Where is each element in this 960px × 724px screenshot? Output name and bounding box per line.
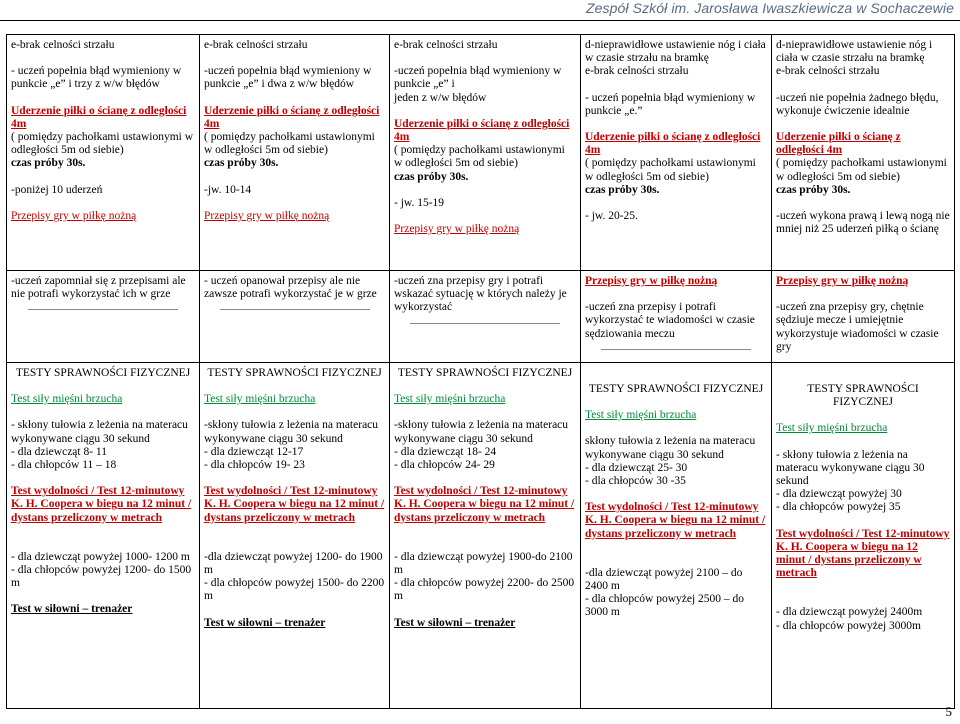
gym-title: Test w siłowni – trenażer [204,616,326,629]
cell-rules [7,271,200,363]
page-number: 5 [945,704,952,719]
table-row-exercise [7,35,955,271]
girls-strength: - dla dziewcząt 8- 11 [11,445,107,458]
spacer [394,52,576,65]
divider [28,309,178,310]
boys-endurance: - dla chłopców powyżej 1500- do 2200 m [204,577,385,603]
strength-title: Test siły mięśni brzucha [11,393,123,406]
strength-desc: - skłony tułowia z leżenia na materacu wykonywane ciągu 30 sekund [11,419,188,445]
spacer [11,197,195,210]
spacer [585,422,767,435]
gym-title: Test w siłowni – trenażer [11,603,133,616]
gym-title: Test w siłowni – trenażer [394,616,516,629]
girls-endurance: - dla dziewcząt powyżej 2400m [776,606,923,619]
rules-desc: -uczeń zna przepisy gry i potrafi wskazać sytuację w których należy je wykorzystać [394,275,567,314]
rules-title: Przepisy gry w piłkę nożną [394,223,520,236]
attempt-time: czas próby 30s. [204,157,279,170]
boys-endurance: - dla chłopców powyżej 2500 – do 3000 m [585,593,745,619]
girls-strength: - dla dziewcząt 18- 24 [394,445,497,458]
criteria-line: - uczeń popełnia błąd wymieniony w punkcie „e.” [585,91,756,117]
cell-exercise [390,35,581,271]
header-divider [0,20,960,21]
boys-strength: - dla chłopców powyżej 35 [776,501,901,514]
strength-desc: - skłony tułowia z leżenia na materacu wykonywane ciągu 30 sekund [776,448,925,488]
score-range: - jw. 15-19 [394,196,445,209]
rules-desc: -uczeń zapomniał się z przepisami ale nie potrafi wykorzystać ich w grze [11,275,186,301]
girls-endurance: - dla dziewcząt powyżej 1900-do 2100 m [394,550,573,577]
cell-rules [581,271,772,363]
exercise-title: Uderzenie piłki o ścianę z odległości 4m [11,104,187,130]
cell-exercise [200,35,390,271]
tests-title: TESTY SPRAWNOŚCI FIZYCZNEJ [588,383,764,395]
spacer [394,604,576,617]
spacer [585,223,767,236]
spacer [585,396,767,409]
divider [410,323,560,324]
criteria-line: e-brak celności strzału [776,65,880,78]
girls-strength: - dla dziewcząt 12-17 [204,445,304,458]
spacer [204,406,385,419]
spacer [11,92,195,105]
girls-endurance: -dla dziewcząt powyżej 1200- do 1900 m [204,550,383,577]
rules-title: Przepisy gry w piłkę nożną [11,209,137,222]
cell-tests [772,363,955,709]
tests-title: TESTY SPRAWNOŚCI FIZYCZNEJ [397,367,573,379]
spacer [204,604,385,617]
tests-title: TESTY SPRAWNOŚCI FIZYCZNEJ [15,367,191,379]
exercise-desc: ( pomiędzy pachołkami ustawionymi w odległości 5m od siebie) [394,144,565,170]
criteria-line: e-brak celności strzału [394,39,498,51]
spacer [776,197,950,210]
spacer [204,525,385,551]
cell-tests [581,363,772,709]
spacer [776,580,950,606]
attempt-time: czas próby 30s. [585,183,660,196]
spacer [585,541,767,567]
endurance-title: Test wydolności / Test 12-minutowy K. H. Coopera w biegu na 12 minut / dystans przeliczony w metrach [11,485,192,524]
rules-title: Przepisy gry w piłkę nożną [776,275,909,287]
boys-strength: - dla chłopców 30 -35 [585,475,686,488]
divider [601,349,751,350]
spacer [585,288,767,301]
spacer [11,525,195,551]
spacer [394,472,576,485]
criteria-line: e-brak celności strzału [585,65,689,78]
assessment-table [6,34,955,709]
spacer [204,171,385,184]
criteria-line: -uczeń popełnia błąd wymieniony w punkcie „e” i [394,65,562,91]
attempt-time: czas próby 30s. [776,183,851,196]
strength-title: Test siły mięśni brzucha [776,422,888,435]
faults-label-d: d-nieprawidłowe ustawienie nóg i ciała w czasie strzału na bramkę [776,39,933,65]
spacer [394,525,576,551]
boys-endurance: - dla chłopców powyżej 3000m [776,619,921,632]
criteria-line: -uczeń nie popełnia żadnego błędu, wykonuje ćwiczenie idealnie [776,91,939,117]
spacer [776,409,950,422]
girls-endurance: -dla dziewcząt powyżej 2100 – do 2400 m [585,566,743,593]
spacer [11,406,195,419]
strength-desc: -skłony tułowia z leżenia na materacu wykonywane ciągu 30 sekund [394,419,569,445]
table-row-rules [7,271,955,363]
spacer [776,118,950,131]
table-row-tests [7,363,955,709]
spacer [394,406,576,419]
spacer [11,590,195,603]
spacer [204,197,385,210]
spacer [585,79,767,92]
rules-desc: - uczeń opanował przepisy ale nie zawsze potrafi wykorzystać je w grze [204,275,377,301]
cell-exercise [772,35,955,271]
girls-strength: - dla dziewcząt powyżej 30 [776,488,902,501]
cell-exercise [7,35,200,271]
criteria-line: jeden z w/w błędów [394,91,487,104]
exercise-title: Uderzenie piłki o ścianę z odległości 4m [394,117,570,144]
endurance-title: Test wydolności / Test 12-minutowy K. H. Coopera w biegu na 12 minut / dystans przeliczony w metrach [204,485,385,524]
rules-title: Przepisy gry w piłkę nożną [585,275,718,287]
endurance-title: Test wydolności / Test 12-minutowy K. H. Coopera w biegu na 12 minut / dystans przeliczony w metrach [585,501,766,540]
strength-title: Test siły mięśni brzucha [394,393,506,406]
school-name: Zespół Szkół im. Jarosława Iwaszkiewicza w Sochaczewie [586,0,954,16]
rules-desc: -uczeń zna przepisy i potrafi wykorzystać te wiadomości w czasie sędziowania meczu [585,301,755,340]
spacer [11,472,195,485]
exercise-desc: ( pomiędzy pachołkami ustawionymi w odległości 5m od siebie) [11,131,194,157]
cell-tests [200,363,390,709]
score-range: - jw. 20-25. [585,210,638,223]
boys-endurance: - dla chłopców powyżej 2200- do 2500 m [394,577,575,603]
spacer [776,79,950,92]
page-header [0,0,954,20]
strength-title: Test siły mięśni brzucha [204,393,316,406]
girls-endurance: - dla dziewcząt powyżej 1000- 1200 m [11,550,190,563]
exercise-desc: ( pomiędzy pachołkami ustawionymi w odległości 5m od siebie) [585,157,756,183]
strength-desc: skłony tułowia z leżenia na materacu wykonywane ciągu 30 sekund [585,435,756,461]
exercise-title: Uderzenie piłki o ścianę z odległości 4m [204,104,380,130]
tests-title: TESTY SPRAWNOŚCI FIZYCZNEJ [207,367,382,379]
strength-desc: -skłony tułowia z leżenia na materacu wykonywane ciągu 30 sekund [204,419,379,445]
divider [220,309,370,310]
cell-rules [200,271,390,363]
spacer [776,515,950,528]
spacer [776,236,950,249]
rules-desc: -uczeń zna przepisy gry, chętnie sędziuje mecze i umiejętnie wykorzystuje wiadomości w czasie gry [776,301,939,353]
cell-rules [772,271,955,363]
spacer [776,288,950,301]
cell-tests [390,363,581,709]
score-range: -jw. 10-14 [204,183,252,196]
criteria-line: - uczeń popełnia błąd wymieniony w punkcie „e” i trzy z w/w błędów [11,65,182,91]
strength-title: Test siły mięśni brzucha [585,409,697,422]
score-range: -uczeń wykona prawą i lewą nogą nie mniej niż 25 uderzeń piłką o ścianę [776,210,950,236]
spacer [204,92,385,105]
spacer [585,197,767,210]
spacer [394,105,576,118]
endurance-title: Test wydolności / Test 12-minutowy K. H. Coopera w biegu na 12 minut / dystans przeliczony w metrach [394,485,575,524]
faults-label-d: d-nieprawidłowe ustawienie nóg i ciała w czasie strzału na bramkę [585,39,766,65]
spacer [204,380,385,393]
attempt-time: czas próby 30s. [11,157,86,170]
cell-exercise [581,35,772,271]
spacer [204,472,385,485]
criteria-line: -uczeń popełnia błąd wymieniony w punkcie „e” i dwa z w/w błędów [204,65,372,91]
attempt-time: czas próby 30s. [394,170,469,183]
exercise-desc: ( pomiędzy pachołkami ustawionymi w odległości 5m od siebie) [204,131,375,157]
spacer [11,171,195,184]
spacer [11,52,195,65]
spacer [585,488,767,501]
boys-strength: - dla chłopców 19- 23 [204,459,305,472]
cell-rules [390,271,581,363]
boys-strength: - dla chłopców 24- 29 [394,459,495,472]
tests-title: TESTY SPRAWNOŚCI FIZYCZNEJ [807,383,919,409]
spacer [11,380,195,393]
spacer [394,210,576,223]
rules-title: Przepisy gry w piłkę nożną [204,209,330,222]
exercise-title: Uderzenie piłki o ścianę z odległości 4m [585,131,761,157]
spacer [394,380,576,393]
criteria-line: e-brak celności strzału [204,39,308,51]
spacer [204,52,385,65]
boys-endurance: - dla chłopców powyżej 1200- do 1500 m [11,564,192,590]
spacer [585,118,767,131]
cell-tests [7,363,200,709]
criteria-line: e-brak celności strzału [11,39,115,51]
score-range: -poniżej 10 uderzeń [11,183,103,196]
exercise-title: Uderzenie piłki o ścianę z odległości 4m [776,131,901,157]
spacer [394,184,576,197]
spacer [776,436,950,449]
exercise-desc: ( pomiędzy pachołkami ustawionymi w odległości 5m od siebie) [776,157,947,183]
girls-strength: - dla dziewcząt 25- 30 [585,461,688,474]
endurance-title: Test wydolności / Test 12-minutowy K. H. Coopera w biegu na 12 minut / dystans przeliczony w metrach [776,527,950,580]
boys-strength: - dla chłopców 11 – 18 [11,459,117,472]
